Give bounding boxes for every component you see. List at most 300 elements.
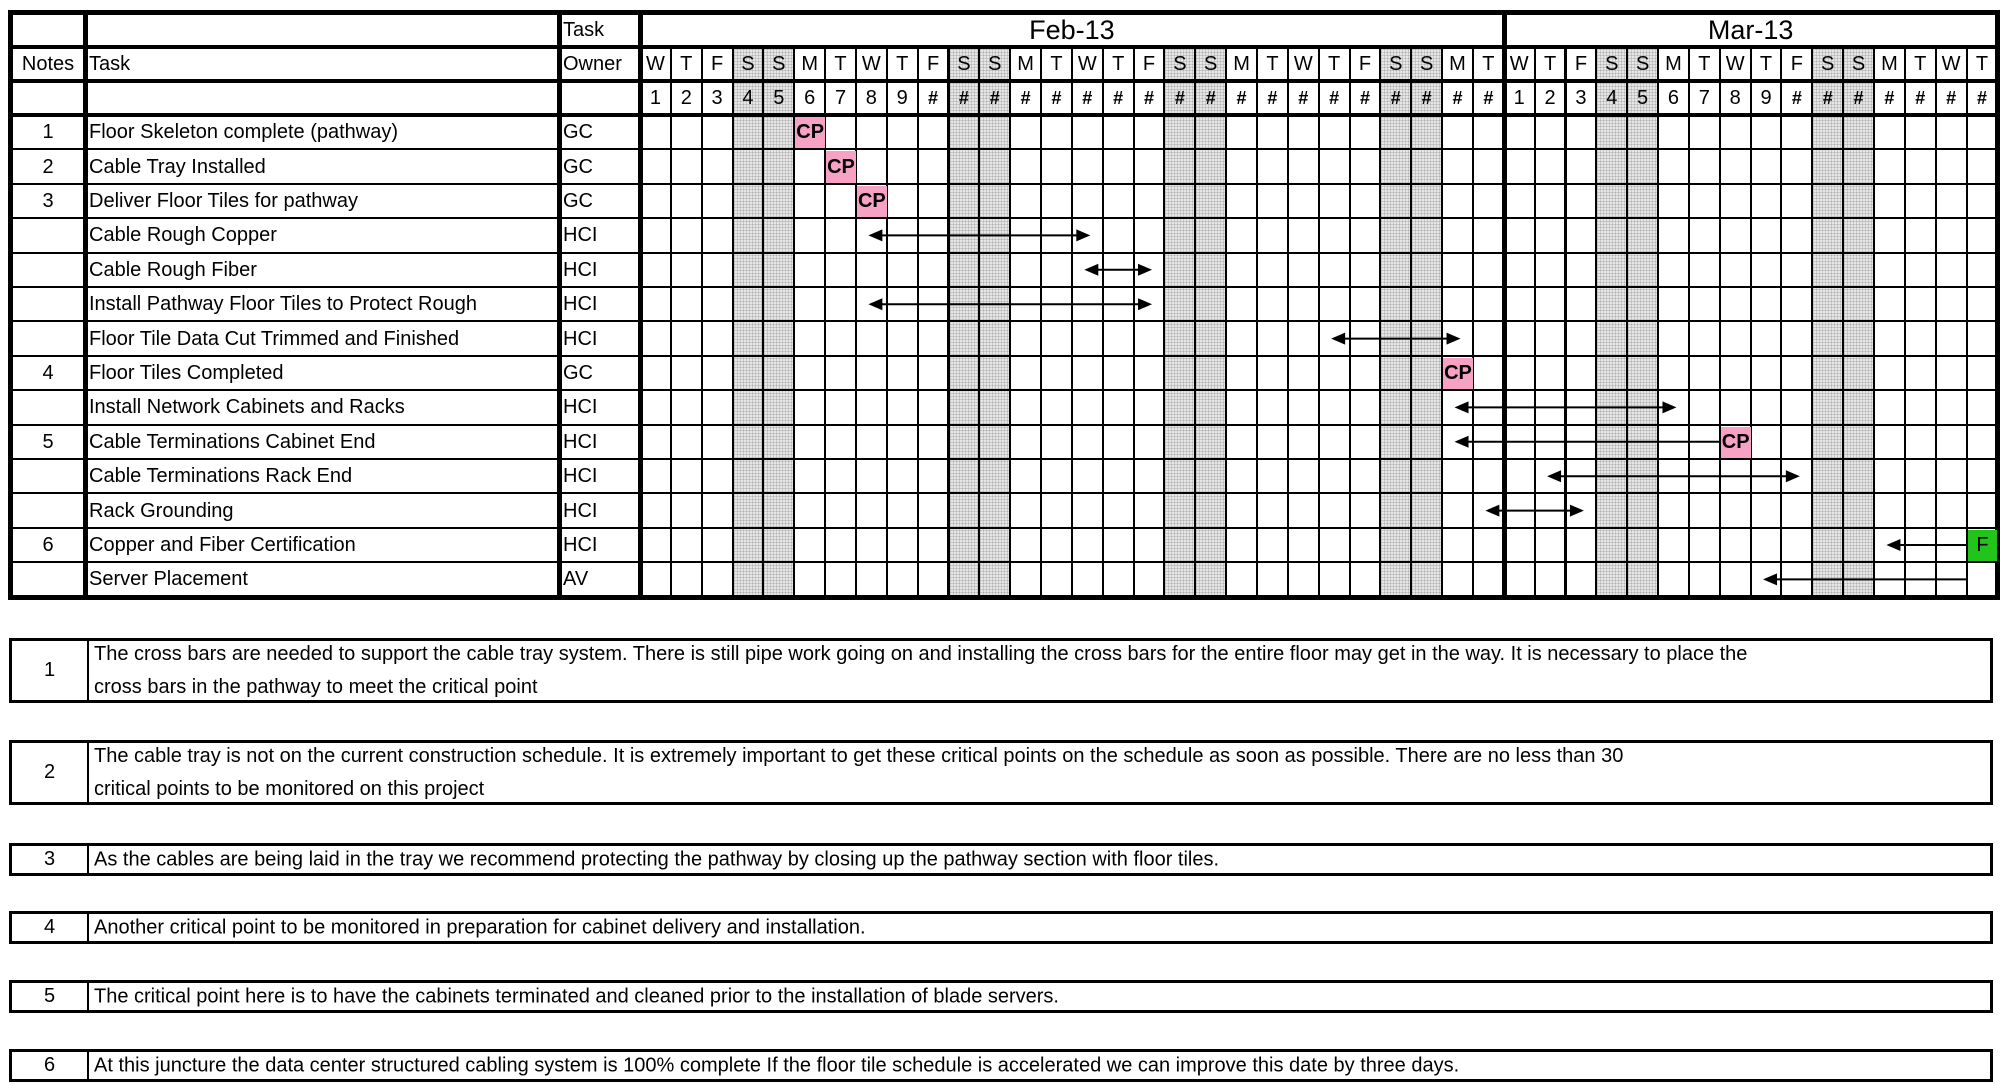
day-letter: T xyxy=(1318,46,1351,82)
schedule-cell xyxy=(1873,320,1906,356)
day-number: # xyxy=(1102,80,1135,116)
schedule-cell xyxy=(1287,217,1320,253)
critical-point-marker: CP xyxy=(826,151,856,182)
schedule-cell xyxy=(1503,389,1536,425)
note-number: 1 xyxy=(12,641,89,700)
note-box xyxy=(9,911,1993,944)
schedule-cell xyxy=(1842,252,1875,288)
schedule-cell xyxy=(1225,389,1258,425)
schedule-cell xyxy=(1688,355,1721,391)
day-number: # xyxy=(1225,80,1258,116)
schedule-cell xyxy=(639,424,672,460)
schedule-cell xyxy=(1811,355,1844,391)
schedule-cell xyxy=(762,217,795,253)
schedule-cell xyxy=(1565,286,1598,322)
schedule-cell xyxy=(1256,183,1289,219)
schedule-cell xyxy=(1904,527,1937,563)
note-number: 3 xyxy=(12,846,89,873)
schedule-cell xyxy=(824,217,857,253)
schedule-cell xyxy=(1472,286,1505,322)
schedule-cell xyxy=(1163,252,1196,288)
schedule-cell xyxy=(948,492,981,528)
schedule-cell xyxy=(1842,114,1875,150)
task-note-number xyxy=(10,389,86,425)
task-note-number: 1 xyxy=(10,114,86,150)
schedule-cell xyxy=(1349,424,1382,460)
schedule-cell xyxy=(1318,286,1351,322)
schedule-cell xyxy=(670,252,703,288)
schedule-cell xyxy=(1780,252,1813,288)
schedule-cell xyxy=(1873,286,1906,322)
schedule-cell xyxy=(701,492,734,528)
task-note-number: 4 xyxy=(10,355,86,391)
schedule-cell xyxy=(1904,424,1937,460)
schedule-cell xyxy=(1379,114,1412,150)
schedule-cell xyxy=(1842,286,1875,322)
schedule-cell xyxy=(917,561,950,597)
schedule-cell xyxy=(1595,217,1628,253)
task-note-number: 3 xyxy=(10,183,86,219)
schedule-cell xyxy=(1873,217,1906,253)
note-number: 4 xyxy=(12,914,89,941)
schedule-cell xyxy=(793,458,826,494)
task-note-number xyxy=(10,286,86,322)
schedule-cell xyxy=(855,217,888,253)
task-owner: AV xyxy=(558,561,641,597)
day-letter: S xyxy=(1595,46,1628,82)
schedule-cell xyxy=(1842,561,1875,597)
schedule-cell xyxy=(793,492,826,528)
schedule-cell xyxy=(1472,458,1505,494)
schedule-cell xyxy=(1688,114,1721,150)
header-blank-task-2 xyxy=(84,80,560,116)
schedule-cell xyxy=(1657,458,1690,494)
schedule-cell xyxy=(1503,527,1536,563)
note-number: 6 xyxy=(12,1052,89,1079)
schedule-cell xyxy=(1657,286,1690,322)
schedule-cell xyxy=(762,492,795,528)
task-note-number: 6 xyxy=(10,527,86,563)
schedule-cell xyxy=(670,114,703,150)
schedule-cell xyxy=(917,286,950,322)
schedule-cell xyxy=(793,217,826,253)
day-letter: W xyxy=(1071,46,1104,82)
schedule-cell xyxy=(1935,492,1968,528)
day-number: # xyxy=(1163,80,1196,116)
schedule-cell xyxy=(1009,252,1042,288)
schedule-cell xyxy=(1688,492,1721,528)
schedule-cell xyxy=(1904,183,1937,219)
schedule-cell xyxy=(948,114,981,150)
schedule-cell xyxy=(1472,492,1505,528)
schedule-cell xyxy=(1318,561,1351,597)
schedule-cell xyxy=(1719,527,1752,563)
schedule-cell xyxy=(1719,252,1752,288)
schedule-cell xyxy=(1780,217,1813,253)
day-letter: S xyxy=(732,46,765,82)
day-letter: S xyxy=(1842,46,1875,82)
schedule-cell xyxy=(1935,320,1968,356)
schedule-cell xyxy=(1379,148,1412,184)
schedule-cell xyxy=(1441,114,1474,150)
day-number: 5 xyxy=(762,80,795,116)
schedule-cell xyxy=(1194,389,1227,425)
schedule-cell xyxy=(1503,286,1536,322)
schedule-cell xyxy=(948,148,981,184)
schedule-cell xyxy=(1534,561,1567,597)
schedule-cell xyxy=(1842,458,1875,494)
schedule-cell xyxy=(1472,389,1505,425)
schedule-cell xyxy=(978,458,1011,494)
schedule-cell xyxy=(886,183,919,219)
schedule-cell xyxy=(978,286,1011,322)
schedule-cell xyxy=(1163,561,1196,597)
schedule-cell xyxy=(1503,561,1536,597)
schedule-cell xyxy=(1256,527,1289,563)
schedule-cell xyxy=(1349,355,1382,391)
schedule-cell xyxy=(917,458,950,494)
day-letter: T xyxy=(1534,46,1567,82)
schedule-cell xyxy=(1102,148,1135,184)
schedule-cell xyxy=(1040,458,1073,494)
schedule-cell xyxy=(824,320,857,356)
schedule-cell xyxy=(1935,252,1968,288)
schedule-cell xyxy=(1719,114,1752,150)
schedule-cell xyxy=(1657,114,1690,150)
schedule-cell xyxy=(917,148,950,184)
schedule-cell xyxy=(1133,148,1166,184)
schedule-cell xyxy=(1811,458,1844,494)
schedule-cell xyxy=(1225,458,1258,494)
day-number: # xyxy=(1780,80,1813,116)
schedule-cell xyxy=(1842,148,1875,184)
schedule-cell xyxy=(886,561,919,597)
schedule-cell xyxy=(1472,320,1505,356)
day-letter: S xyxy=(1379,46,1412,82)
schedule-cell xyxy=(1811,183,1844,219)
task-name: Floor Tiles Completed xyxy=(84,355,560,391)
day-letter: W xyxy=(639,46,672,82)
schedule-cell xyxy=(1102,458,1135,494)
schedule-cell xyxy=(1657,183,1690,219)
schedule-cell xyxy=(1009,424,1042,460)
schedule-cell xyxy=(1256,492,1289,528)
schedule-cell xyxy=(793,424,826,460)
schedule-cell xyxy=(1842,424,1875,460)
schedule-cell xyxy=(1256,458,1289,494)
schedule-cell xyxy=(1904,148,1937,184)
schedule-cell xyxy=(978,252,1011,288)
schedule-cell xyxy=(1935,424,1968,460)
schedule-cell xyxy=(1503,252,1536,288)
schedule-cell xyxy=(1595,458,1628,494)
schedule-cell xyxy=(1750,355,1783,391)
day-number: 9 xyxy=(886,80,919,116)
schedule-cell xyxy=(639,561,672,597)
schedule-cell xyxy=(1379,458,1412,494)
schedule-cell xyxy=(670,527,703,563)
schedule-cell xyxy=(1318,217,1351,253)
schedule-cell xyxy=(1379,183,1412,219)
schedule-cell xyxy=(732,114,765,150)
schedule-cell xyxy=(1071,114,1104,150)
schedule-cell xyxy=(1410,424,1443,460)
task-name: Install Network Cabinets and Racks xyxy=(84,389,560,425)
schedule-cell xyxy=(1842,492,1875,528)
schedule-cell xyxy=(855,492,888,528)
month-header: Mar-13 xyxy=(1503,12,1999,48)
schedule-cell xyxy=(1102,286,1135,322)
schedule-cell xyxy=(855,286,888,322)
note-box xyxy=(9,980,1993,1013)
day-letter: T xyxy=(886,46,919,82)
schedule-cell xyxy=(1966,320,1999,356)
schedule-cell xyxy=(1503,492,1536,528)
task-note-number xyxy=(10,320,86,356)
schedule-cell xyxy=(639,320,672,356)
schedule-cell xyxy=(793,389,826,425)
day-number: # xyxy=(917,80,950,116)
schedule-cell xyxy=(1287,148,1320,184)
schedule-cell xyxy=(1873,389,1906,425)
schedule-cell xyxy=(1133,458,1166,494)
schedule-cell xyxy=(1595,320,1628,356)
day-letter: T xyxy=(1102,46,1135,82)
schedule-cell xyxy=(793,252,826,288)
day-number: 3 xyxy=(1565,80,1598,116)
schedule-cell xyxy=(1133,355,1166,391)
schedule-cell xyxy=(1318,183,1351,219)
schedule-cell xyxy=(1935,458,1968,494)
schedule-cell xyxy=(1657,320,1690,356)
schedule-cell xyxy=(1595,114,1628,150)
schedule-cell xyxy=(1719,217,1752,253)
schedule-cell xyxy=(1565,389,1598,425)
schedule-cell xyxy=(1750,114,1783,150)
day-number: # xyxy=(1071,80,1104,116)
schedule-cell xyxy=(1565,492,1598,528)
schedule-cell xyxy=(1472,148,1505,184)
note-text: The cable tray is not on the current construction schedule. It is extremely important to get these critical points on the schedule as soon as possible. There are no less than 30 critical points to be monitored on this project xyxy=(94,744,1624,800)
schedule-cell xyxy=(824,183,857,219)
day-letter: M xyxy=(1873,46,1906,82)
schedule-cell xyxy=(1657,355,1690,391)
schedule-cell xyxy=(1318,114,1351,150)
day-letter: S xyxy=(1811,46,1844,82)
schedule-cell xyxy=(948,252,981,288)
day-letter: M xyxy=(1657,46,1690,82)
schedule-cell xyxy=(670,458,703,494)
day-number: 4 xyxy=(732,80,765,116)
day-number: 7 xyxy=(1688,80,1721,116)
schedule-cell xyxy=(917,492,950,528)
schedule-cell xyxy=(639,527,672,563)
schedule-cell xyxy=(1256,286,1289,322)
schedule-cell xyxy=(1966,355,1999,391)
schedule-cell xyxy=(1102,217,1135,253)
schedule-cell xyxy=(1657,389,1690,425)
schedule-cell xyxy=(1503,355,1536,391)
schedule-cell xyxy=(1780,114,1813,150)
schedule-cell xyxy=(1071,527,1104,563)
day-letter: W xyxy=(855,46,888,82)
schedule-cell xyxy=(1750,320,1783,356)
task-name: Install Pathway Floor Tiles to Protect Rough xyxy=(84,286,560,322)
schedule-cell xyxy=(1133,286,1166,322)
schedule-cell xyxy=(1565,217,1598,253)
schedule-cell xyxy=(1966,389,1999,425)
schedule-cell xyxy=(1410,320,1443,356)
schedule-cell xyxy=(1225,286,1258,322)
schedule-cell xyxy=(824,527,857,563)
schedule-cell xyxy=(732,561,765,597)
schedule-cell xyxy=(1719,492,1752,528)
schedule-cell xyxy=(1595,389,1628,425)
schedule-cell xyxy=(948,458,981,494)
schedule-cell xyxy=(1102,561,1135,597)
schedule-cell xyxy=(1410,492,1443,528)
schedule-cell xyxy=(1565,183,1598,219)
schedule-cell xyxy=(886,114,919,150)
schedule-cell xyxy=(978,148,1011,184)
schedule-cell xyxy=(1595,183,1628,219)
schedule-cell xyxy=(1225,114,1258,150)
schedule-cell xyxy=(1657,527,1690,563)
schedule-cell xyxy=(1966,148,1999,184)
schedule-cell xyxy=(1102,389,1135,425)
schedule-cell xyxy=(1503,320,1536,356)
schedule-cell xyxy=(1410,286,1443,322)
schedule-cell xyxy=(855,527,888,563)
schedule-cell xyxy=(855,389,888,425)
schedule-cell xyxy=(824,355,857,391)
schedule-cell xyxy=(1256,389,1289,425)
schedule-cell xyxy=(1194,527,1227,563)
schedule-cell xyxy=(1071,492,1104,528)
schedule-cell xyxy=(855,355,888,391)
schedule-cell xyxy=(1071,355,1104,391)
schedule-cell xyxy=(1256,252,1289,288)
schedule-cell xyxy=(762,148,795,184)
task-owner: HCI xyxy=(558,286,641,322)
note-box xyxy=(9,740,1993,805)
schedule-cell xyxy=(1287,252,1320,288)
schedule-cell xyxy=(1194,286,1227,322)
schedule-cell xyxy=(1287,458,1320,494)
schedule-cell xyxy=(1873,424,1906,460)
day-number: 9 xyxy=(1750,80,1783,116)
schedule-cell xyxy=(701,148,734,184)
day-number: # xyxy=(1873,80,1906,116)
day-letter: W xyxy=(1503,46,1536,82)
schedule-cell xyxy=(1441,527,1474,563)
schedule-cell xyxy=(1688,320,1721,356)
schedule-cell xyxy=(762,286,795,322)
schedule-cell xyxy=(1842,217,1875,253)
schedule-cell xyxy=(1811,389,1844,425)
schedule-cell xyxy=(1657,252,1690,288)
header-blank-notes xyxy=(10,12,86,48)
schedule-cell xyxy=(1379,217,1412,253)
schedule-cell xyxy=(1225,183,1258,219)
day-letter: S xyxy=(762,46,795,82)
schedule-cell xyxy=(1565,114,1598,150)
schedule-cell xyxy=(1565,320,1598,356)
schedule-cell xyxy=(1318,320,1351,356)
schedule-cell xyxy=(1318,389,1351,425)
schedule-cell xyxy=(917,114,950,150)
schedule-cell xyxy=(1503,424,1536,460)
schedule-cell xyxy=(701,561,734,597)
schedule-cell xyxy=(639,148,672,184)
finish-marker: F xyxy=(1968,530,1998,561)
schedule-cell xyxy=(1750,458,1783,494)
schedule-cell xyxy=(1873,252,1906,288)
day-number: 6 xyxy=(1657,80,1690,116)
task-owner: GC xyxy=(558,355,641,391)
note-text: Another critical point to be monitored in preparation for cabinet delivery and installation. xyxy=(94,916,866,938)
schedule-cell xyxy=(1595,561,1628,597)
schedule-cell xyxy=(1194,320,1227,356)
schedule-cell xyxy=(978,355,1011,391)
schedule-cell xyxy=(762,252,795,288)
schedule-cell xyxy=(855,424,888,460)
schedule-cell xyxy=(1040,148,1073,184)
schedule-cell xyxy=(793,320,826,356)
schedule-cell xyxy=(978,217,1011,253)
day-letter: M xyxy=(1441,46,1474,82)
schedule-cell xyxy=(1133,492,1166,528)
schedule-cell xyxy=(1811,252,1844,288)
schedule-cell xyxy=(1009,492,1042,528)
schedule-cell xyxy=(1256,148,1289,184)
schedule-cell xyxy=(1163,424,1196,460)
schedule-cell xyxy=(1719,561,1752,597)
day-letter: S xyxy=(1194,46,1227,82)
schedule-cell xyxy=(1842,355,1875,391)
schedule-cell xyxy=(1935,217,1968,253)
note-text: At this juncture the data center structured cabling system is 100% complete If the floor tile schedule is accelerated we can improve this date by three days. xyxy=(94,1054,1460,1076)
schedule-cell xyxy=(1565,252,1598,288)
schedule-cell xyxy=(1441,286,1474,322)
schedule-cell xyxy=(1904,114,1937,150)
schedule-cell xyxy=(1780,389,1813,425)
note-box xyxy=(9,638,1993,703)
schedule-cell xyxy=(1225,252,1258,288)
schedule-cell xyxy=(1040,114,1073,150)
schedule-cell xyxy=(886,492,919,528)
schedule-cell xyxy=(1163,148,1196,184)
schedule-cell xyxy=(1811,320,1844,356)
schedule-cell xyxy=(1472,527,1505,563)
schedule-cell xyxy=(1626,458,1659,494)
schedule-cell xyxy=(948,355,981,391)
day-letter: M xyxy=(1225,46,1258,82)
schedule-cell xyxy=(1102,527,1135,563)
schedule-cell xyxy=(1133,561,1166,597)
day-number: # xyxy=(1287,80,1320,116)
task-note-number xyxy=(10,492,86,528)
schedule-cell xyxy=(670,286,703,322)
schedule-cell xyxy=(1225,320,1258,356)
schedule-cell xyxy=(1040,183,1073,219)
schedule-cell xyxy=(670,355,703,391)
schedule-cell xyxy=(762,389,795,425)
day-number: 1 xyxy=(1503,80,1536,116)
schedule-cell xyxy=(639,389,672,425)
schedule-cell xyxy=(732,286,765,322)
schedule-cell xyxy=(1040,286,1073,322)
